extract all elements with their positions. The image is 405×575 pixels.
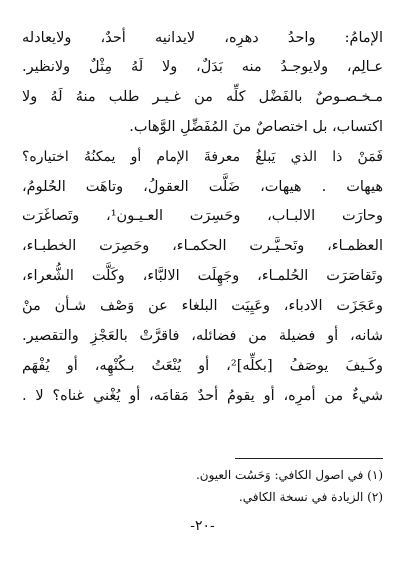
- body-line-5-question: فَمَنْ ذا الذي يَبلغُ معرفةَ الإمام أو يمكنُهُ اختياره؟: [22, 149, 383, 165]
- body-line-1: الإمامُ: واحدُ دهرِه، لايدانيه أحدٌ، ولايعادله: [22, 30, 383, 46]
- body-line-7: وحارَت الالبـاب، وحَسِرَت العـيـون¹، وتَصاغَرَت: [22, 208, 383, 224]
- body-line-10: وعَجَزَت الادباء، وعَيِيَت البلغاء عن وَصْف شـأن منْ: [22, 298, 383, 314]
- footnote-divider: [235, 458, 383, 459]
- footnote-2: (٢) الزيادة في نسخة الكافي.: [238, 490, 383, 504]
- body-line-8: العظمـاء، وتَحـيَّـرت الحكمـاء، وحَصِرَت الخطبـاء،: [22, 238, 383, 254]
- body-line-12: وكَـيفَ يوصَفُ [بكلِّه]²، أو يُنْعَتُ بـكُنْهِه، أو يُفْهَم: [22, 358, 383, 374]
- body-line-13: شيءٌ من أمرِه، أو يقومُ أحدٌ مَقامَه، أو يُغْني غناه؟ لا .: [22, 388, 383, 404]
- footnote-1: (١) في اصول الكافي: وَحَسُت العيون.: [195, 468, 383, 482]
- page-number: -٢٠-: [190, 518, 215, 534]
- body-line-4: اكتساب، بل اختصاصٌ منَ المُفَضِّلِ الوَّهاب.: [129, 119, 383, 135]
- body-line-3: مـخـصـوصٌ بالفَضْل كلِّه من غـيـر طلب منهُ لَهُ ولا: [22, 89, 383, 105]
- body-line-6: هيهات . هيهات، ضَلَّت العقولُ، وتاهَت الحُلومُ،: [22, 179, 383, 195]
- body-line-11: شانه، أو فضيلة من فضائله، فاقرَّتْ بالعَجْزِ والتقصير.: [22, 328, 383, 344]
- body-line-9: وتَقاصَرَت الحُلمـاء، وجَهِلَت الالبَّاء، وكَلَّت الشُّعراء،: [22, 268, 383, 284]
- body-line-2: عـالِم، ولايوجـدُ منه بَدَلٌ، ولا لَهُ مِثْلٌ ولانظير.: [22, 59, 383, 75]
